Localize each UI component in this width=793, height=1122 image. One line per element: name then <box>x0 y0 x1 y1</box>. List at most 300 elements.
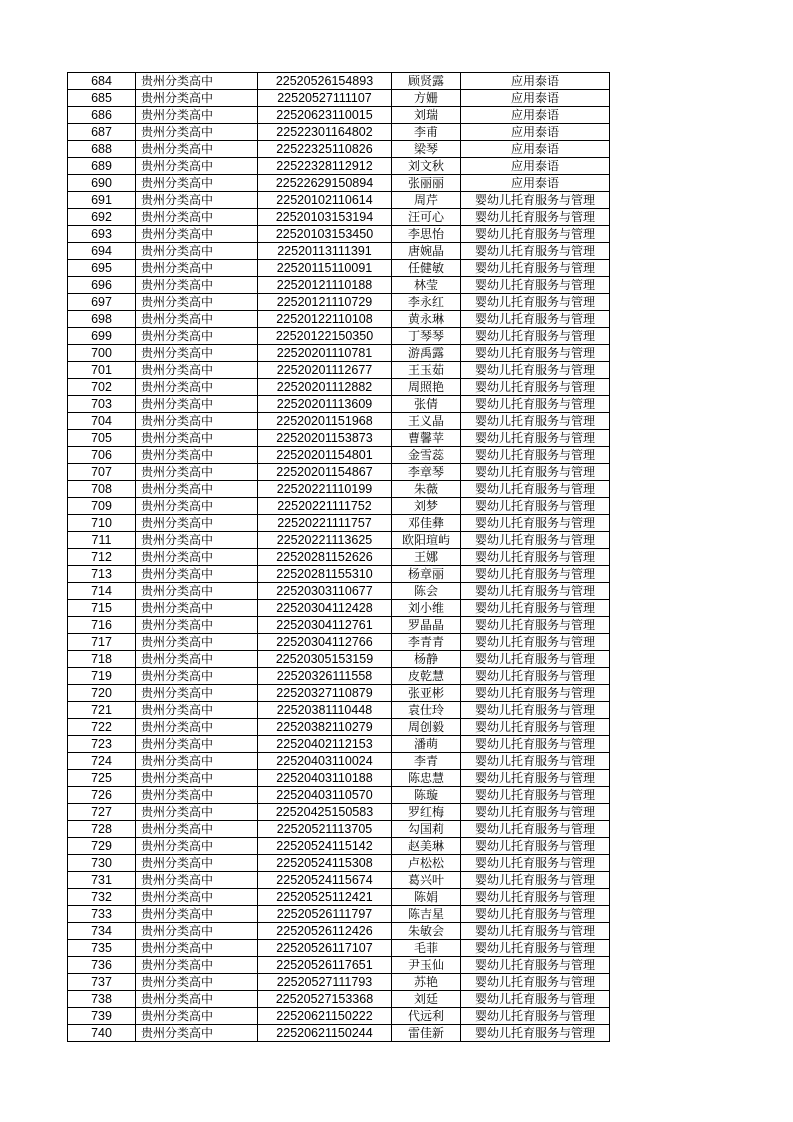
student-name-cell: 刘小维 <box>392 600 461 617</box>
table-row <box>68 73 610 90</box>
candidate-id-cell: 22520526111797 <box>258 906 392 923</box>
row-number-cell: 737 <box>68 974 136 991</box>
candidate-id-cell: 22520121110729 <box>258 294 392 311</box>
major-name-cell: 婴幼儿托育服务与管理 <box>461 668 610 685</box>
major-name-cell: 婴幼儿托育服务与管理 <box>461 277 610 294</box>
candidate-id-cell: 22520526117107 <box>258 940 392 957</box>
exam-category-cell: 贵州分类高中 <box>136 226 258 243</box>
row-number-cell: 735 <box>68 940 136 957</box>
table-row <box>68 1025 610 1042</box>
candidate-id-cell: 22520201112677 <box>258 362 392 379</box>
student-name-cell: 陈会 <box>392 583 461 600</box>
row-number-cell: 686 <box>68 107 136 124</box>
candidate-id-cell: 22520221113625 <box>258 532 392 549</box>
major-name-cell: 应用泰语 <box>461 141 610 158</box>
candidate-id-cell: 22520524115142 <box>258 838 392 855</box>
table-row <box>68 124 610 141</box>
table-row <box>68 957 610 974</box>
candidate-id-cell: 22520115110091 <box>258 260 392 277</box>
student-name-cell: 刘廷 <box>392 991 461 1008</box>
student-name-cell: 卢松松 <box>392 855 461 872</box>
table-row <box>68 872 610 889</box>
row-number-cell: 702 <box>68 379 136 396</box>
exam-category-cell: 贵州分类高中 <box>136 991 258 1008</box>
student-name-cell: 任健敏 <box>392 260 461 277</box>
table-row <box>68 685 610 702</box>
student-name-cell: 李永红 <box>392 294 461 311</box>
candidate-id-cell: 22520524115674 <box>258 872 392 889</box>
student-name-cell: 张亚彬 <box>392 685 461 702</box>
table-row <box>68 311 610 328</box>
major-name-cell: 婴幼儿托育服务与管理 <box>461 209 610 226</box>
candidate-id-cell: 22520201110781 <box>258 345 392 362</box>
table-row <box>68 498 610 515</box>
student-name-cell: 刘文秋 <box>392 158 461 175</box>
exam-category-cell: 贵州分类高中 <box>136 634 258 651</box>
exam-category-cell: 贵州分类高中 <box>136 923 258 940</box>
student-name-cell: 顾贤露 <box>392 73 461 90</box>
major-name-cell: 婴幼儿托育服务与管理 <box>461 821 610 838</box>
row-number-cell: 731 <box>68 872 136 889</box>
candidate-id-cell: 22520621150244 <box>258 1025 392 1042</box>
row-number-cell: 707 <box>68 464 136 481</box>
candidate-id-cell: 22520382110279 <box>258 719 392 736</box>
row-number-cell: 695 <box>68 260 136 277</box>
student-name-cell: 李章琴 <box>392 464 461 481</box>
exam-category-cell: 贵州分类高中 <box>136 481 258 498</box>
student-name-cell: 尹玉仙 <box>392 957 461 974</box>
candidate-id-cell: 22522328112912 <box>258 158 392 175</box>
exam-category-cell: 贵州分类高中 <box>136 736 258 753</box>
table-row <box>68 668 610 685</box>
major-name-cell: 婴幼儿托育服务与管理 <box>461 753 610 770</box>
candidate-id-cell: 22520327110879 <box>258 685 392 702</box>
candidate-id-cell: 22520201112882 <box>258 379 392 396</box>
row-number-cell: 684 <box>68 73 136 90</box>
row-number-cell: 688 <box>68 141 136 158</box>
exam-category-cell: 贵州分类高中 <box>136 328 258 345</box>
candidate-id-cell: 22520201151968 <box>258 413 392 430</box>
candidate-id-cell: 22520122150350 <box>258 328 392 345</box>
row-number-cell: 727 <box>68 804 136 821</box>
major-name-cell: 婴幼儿托育服务与管理 <box>461 719 610 736</box>
student-name-cell: 曹馨苹 <box>392 430 461 447</box>
student-name-cell: 金雪蕊 <box>392 447 461 464</box>
row-number-cell: 719 <box>68 668 136 685</box>
student-name-cell: 张丽丽 <box>392 175 461 192</box>
row-number-cell: 728 <box>68 821 136 838</box>
row-number-cell: 708 <box>68 481 136 498</box>
candidate-id-cell: 22520221110199 <box>258 481 392 498</box>
major-name-cell: 婴幼儿托育服务与管理 <box>461 940 610 957</box>
table-row <box>68 651 610 668</box>
table-row <box>68 379 610 396</box>
exam-category-cell: 贵州分类高中 <box>136 702 258 719</box>
student-name-cell: 刘梦 <box>392 498 461 515</box>
table-row <box>68 447 610 464</box>
exam-category-cell: 贵州分类高中 <box>136 549 258 566</box>
student-name-cell: 李思怡 <box>392 226 461 243</box>
table-row <box>68 702 610 719</box>
candidate-id-cell: 22520122110108 <box>258 311 392 328</box>
major-name-cell: 婴幼儿托育服务与管理 <box>461 396 610 413</box>
row-number-cell: 700 <box>68 345 136 362</box>
student-name-cell: 袁仕玲 <box>392 702 461 719</box>
student-name-cell: 王玉茹 <box>392 362 461 379</box>
candidate-id-cell: 22520304112766 <box>258 634 392 651</box>
candidate-id-cell: 22520113111391 <box>258 243 392 260</box>
row-number-cell: 689 <box>68 158 136 175</box>
exam-category-cell: 贵州分类高中 <box>136 872 258 889</box>
table-row <box>68 804 610 821</box>
student-name-cell: 游禹露 <box>392 345 461 362</box>
candidate-id-cell: 22520121110188 <box>258 277 392 294</box>
student-name-cell: 王义晶 <box>392 413 461 430</box>
table-row <box>68 974 610 991</box>
exam-category-cell: 贵州分类高中 <box>136 1025 258 1042</box>
major-name-cell: 婴幼儿托育服务与管理 <box>461 974 610 991</box>
row-number-cell: 703 <box>68 396 136 413</box>
exam-category-cell: 贵州分类高中 <box>136 957 258 974</box>
major-name-cell: 婴幼儿托育服务与管理 <box>461 413 610 430</box>
major-name-cell: 婴幼儿托育服务与管理 <box>461 311 610 328</box>
exam-category-cell: 贵州分类高中 <box>136 600 258 617</box>
table-row <box>68 209 610 226</box>
table-row <box>68 634 610 651</box>
major-name-cell: 婴幼儿托育服务与管理 <box>461 243 610 260</box>
candidate-id-cell: 22520305153159 <box>258 651 392 668</box>
table-row <box>68 923 610 940</box>
candidate-id-cell: 22520201153873 <box>258 430 392 447</box>
student-name-cell: 陈璇 <box>392 787 461 804</box>
exam-category-cell: 贵州分类高中 <box>136 124 258 141</box>
student-name-cell: 方姗 <box>392 90 461 107</box>
student-name-cell: 杨静 <box>392 651 461 668</box>
student-name-cell: 李青 <box>392 753 461 770</box>
table-row <box>68 821 610 838</box>
major-name-cell: 婴幼儿托育服务与管理 <box>461 566 610 583</box>
major-name-cell: 婴幼儿托育服务与管理 <box>461 906 610 923</box>
table-row <box>68 90 610 107</box>
candidate-id-cell: 22520281152626 <box>258 549 392 566</box>
row-number-cell: 694 <box>68 243 136 260</box>
student-name-cell: 勾国莉 <box>392 821 461 838</box>
row-number-cell: 739 <box>68 1008 136 1025</box>
major-name-cell: 婴幼儿托育服务与管理 <box>461 532 610 549</box>
row-number-cell: 710 <box>68 515 136 532</box>
exam-category-cell: 贵州分类高中 <box>136 974 258 991</box>
exam-category-cell: 贵州分类高中 <box>136 158 258 175</box>
row-number-cell: 720 <box>68 685 136 702</box>
row-number-cell: 729 <box>68 838 136 855</box>
candidate-id-cell: 22520221111757 <box>258 515 392 532</box>
exam-category-cell: 贵州分类高中 <box>136 753 258 770</box>
row-number-cell: 724 <box>68 753 136 770</box>
candidate-id-cell: 22520304112761 <box>258 617 392 634</box>
row-number-cell: 693 <box>68 226 136 243</box>
exam-category-cell: 贵州分类高中 <box>136 566 258 583</box>
student-name-cell: 汪可心 <box>392 209 461 226</box>
candidate-id-cell: 22520221111752 <box>258 498 392 515</box>
student-name-cell: 刘瑞 <box>392 107 461 124</box>
exam-category-cell: 贵州分类高中 <box>136 617 258 634</box>
table-row <box>68 719 610 736</box>
major-name-cell: 婴幼儿托育服务与管理 <box>461 379 610 396</box>
exam-category-cell: 贵州分类高中 <box>136 838 258 855</box>
exam-category-cell: 贵州分类高中 <box>136 260 258 277</box>
candidate-id-cell: 22520381110448 <box>258 702 392 719</box>
table-row <box>68 787 610 804</box>
exam-category-cell: 贵州分类高中 <box>136 1008 258 1025</box>
candidate-id-cell: 22520527153368 <box>258 991 392 1008</box>
candidate-id-cell: 22520621150222 <box>258 1008 392 1025</box>
row-number-cell: 722 <box>68 719 136 736</box>
candidate-id-cell: 22520403110024 <box>258 753 392 770</box>
row-number-cell: 701 <box>68 362 136 379</box>
table-row <box>68 889 610 906</box>
major-name-cell: 婴幼儿托育服务与管理 <box>461 328 610 345</box>
major-name-cell: 婴幼儿托育服务与管理 <box>461 464 610 481</box>
student-name-cell: 周芹 <box>392 192 461 209</box>
candidate-id-cell: 22520526117651 <box>258 957 392 974</box>
row-number-cell: 734 <box>68 923 136 940</box>
exam-category-cell: 贵州分类高中 <box>136 583 258 600</box>
major-name-cell: 应用泰语 <box>461 124 610 141</box>
major-name-cell: 婴幼儿托育服务与管理 <box>461 447 610 464</box>
exam-category-cell: 贵州分类高中 <box>136 787 258 804</box>
row-number-cell: 725 <box>68 770 136 787</box>
candidate-id-cell: 22520281155310 <box>258 566 392 583</box>
row-number-cell: 709 <box>68 498 136 515</box>
candidate-id-cell: 22522301164802 <box>258 124 392 141</box>
table-row <box>68 192 610 209</box>
student-name-cell: 葛兴叶 <box>392 872 461 889</box>
table-row <box>68 991 610 1008</box>
exam-category-cell: 贵州分类高中 <box>136 90 258 107</box>
exam-category-cell: 贵州分类高中 <box>136 107 258 124</box>
major-name-cell: 婴幼儿托育服务与管理 <box>461 481 610 498</box>
candidate-id-cell: 22520526112426 <box>258 923 392 940</box>
student-name-cell: 唐婉晶 <box>392 243 461 260</box>
student-name-cell: 丁琴琴 <box>392 328 461 345</box>
major-name-cell: 婴幼儿托育服务与管理 <box>461 1008 610 1025</box>
exam-category-cell: 贵州分类高中 <box>136 685 258 702</box>
table-row <box>68 549 610 566</box>
table-row <box>68 515 610 532</box>
exam-category-cell: 贵州分类高中 <box>136 532 258 549</box>
exam-category-cell: 贵州分类高中 <box>136 243 258 260</box>
row-number-cell: 712 <box>68 549 136 566</box>
student-name-cell: 梁琴 <box>392 141 461 158</box>
row-number-cell: 718 <box>68 651 136 668</box>
student-name-cell: 王娜 <box>392 549 461 566</box>
exam-category-cell: 贵州分类高中 <box>136 311 258 328</box>
exam-category-cell: 贵州分类高中 <box>136 651 258 668</box>
exam-category-cell: 贵州分类高中 <box>136 515 258 532</box>
student-name-cell: 潘萌 <box>392 736 461 753</box>
major-name-cell: 婴幼儿托育服务与管理 <box>461 583 610 600</box>
major-name-cell: 婴幼儿托育服务与管理 <box>461 515 610 532</box>
table-row <box>68 413 610 430</box>
row-number-cell: 738 <box>68 991 136 1008</box>
candidate-id-cell: 22520103153194 <box>258 209 392 226</box>
student-name-cell: 赵美琳 <box>392 838 461 855</box>
major-name-cell: 婴幼儿托育服务与管理 <box>461 294 610 311</box>
row-number-cell: 713 <box>68 566 136 583</box>
row-number-cell: 697 <box>68 294 136 311</box>
major-name-cell: 婴幼儿托育服务与管理 <box>461 685 610 702</box>
row-number-cell: 690 <box>68 175 136 192</box>
exam-category-cell: 贵州分类高中 <box>136 821 258 838</box>
major-name-cell: 应用泰语 <box>461 175 610 192</box>
student-name-cell: 陈娟 <box>392 889 461 906</box>
table-row <box>68 226 610 243</box>
row-number-cell: 705 <box>68 430 136 447</box>
exam-category-cell: 贵州分类高中 <box>136 175 258 192</box>
exam-category-cell: 贵州分类高中 <box>136 889 258 906</box>
major-name-cell: 婴幼儿托育服务与管理 <box>461 804 610 821</box>
major-name-cell: 婴幼儿托育服务与管理 <box>461 770 610 787</box>
candidate-id-cell: 22522629150894 <box>258 175 392 192</box>
candidate-id-cell: 22520102110614 <box>258 192 392 209</box>
exam-category-cell: 贵州分类高中 <box>136 719 258 736</box>
major-name-cell: 婴幼儿托育服务与管理 <box>461 991 610 1008</box>
student-name-cell: 代远利 <box>392 1008 461 1025</box>
table-row <box>68 532 610 549</box>
table-row <box>68 175 610 192</box>
table-row <box>68 345 610 362</box>
student-name-cell: 苏艳 <box>392 974 461 991</box>
candidate-id-cell: 22520521113705 <box>258 821 392 838</box>
candidate-id-cell: 22520326111558 <box>258 668 392 685</box>
table-row <box>68 617 610 634</box>
exam-category-cell: 贵州分类高中 <box>136 855 258 872</box>
student-name-cell: 皮乾慧 <box>392 668 461 685</box>
row-number-cell: 704 <box>68 413 136 430</box>
student-name-cell: 李青青 <box>392 634 461 651</box>
student-name-cell: 雷佳新 <box>392 1025 461 1042</box>
admission-list-table <box>67 72 610 1042</box>
exam-category-cell: 贵州分类高中 <box>136 192 258 209</box>
exam-category-cell: 贵州分类高中 <box>136 277 258 294</box>
table-row <box>68 600 610 617</box>
student-name-cell: 陈吉星 <box>392 906 461 923</box>
candidate-id-cell: 22520526154893 <box>258 73 392 90</box>
student-name-cell: 罗红梅 <box>392 804 461 821</box>
major-name-cell: 婴幼儿托育服务与管理 <box>461 498 610 515</box>
row-number-cell: 726 <box>68 787 136 804</box>
row-number-cell: 711 <box>68 532 136 549</box>
table-row <box>68 277 610 294</box>
major-name-cell: 婴幼儿托育服务与管理 <box>461 651 610 668</box>
table-row <box>68 362 610 379</box>
exam-category-cell: 贵州分类高中 <box>136 379 258 396</box>
major-name-cell: 婴幼儿托育服务与管理 <box>461 838 610 855</box>
table-row <box>68 838 610 855</box>
candidate-id-cell: 22520201154867 <box>258 464 392 481</box>
candidate-id-cell: 22520201113609 <box>258 396 392 413</box>
major-name-cell: 婴幼儿托育服务与管理 <box>461 872 610 889</box>
candidate-id-cell: 22520201154801 <box>258 447 392 464</box>
table-row <box>68 107 610 124</box>
major-name-cell: 应用泰语 <box>461 90 610 107</box>
table-body <box>68 73 610 1042</box>
exam-category-cell: 贵州分类高中 <box>136 345 258 362</box>
student-name-cell: 周创毅 <box>392 719 461 736</box>
major-name-cell: 婴幼儿托育服务与管理 <box>461 345 610 362</box>
student-name-cell: 黄永琳 <box>392 311 461 328</box>
major-name-cell: 婴幼儿托育服务与管理 <box>461 226 610 243</box>
table-row <box>68 141 610 158</box>
candidate-id-cell: 22520425150583 <box>258 804 392 821</box>
exam-category-cell: 贵州分类高中 <box>136 73 258 90</box>
row-number-cell: 687 <box>68 124 136 141</box>
row-number-cell: 716 <box>68 617 136 634</box>
student-name-cell: 罗晶晶 <box>392 617 461 634</box>
exam-category-cell: 贵州分类高中 <box>136 498 258 515</box>
major-name-cell: 婴幼儿托育服务与管理 <box>461 1025 610 1042</box>
row-number-cell: 714 <box>68 583 136 600</box>
row-number-cell: 732 <box>68 889 136 906</box>
row-number-cell: 685 <box>68 90 136 107</box>
student-name-cell: 周照艳 <box>392 379 461 396</box>
candidate-id-cell: 22520524115308 <box>258 855 392 872</box>
table-row <box>68 243 610 260</box>
candidate-id-cell: 22520403110188 <box>258 770 392 787</box>
major-name-cell: 婴幼儿托育服务与管理 <box>461 736 610 753</box>
major-name-cell: 婴幼儿托育服务与管理 <box>461 260 610 277</box>
major-name-cell: 婴幼儿托育服务与管理 <box>461 957 610 974</box>
exam-category-cell: 贵州分类高中 <box>136 141 258 158</box>
row-number-cell: 691 <box>68 192 136 209</box>
student-name-cell: 林莹 <box>392 277 461 294</box>
exam-category-cell: 贵州分类高中 <box>136 906 258 923</box>
table-row <box>68 940 610 957</box>
table-row <box>68 1008 610 1025</box>
student-name-cell: 朱敏会 <box>392 923 461 940</box>
row-number-cell: 696 <box>68 277 136 294</box>
row-number-cell: 740 <box>68 1025 136 1042</box>
exam-category-cell: 贵州分类高中 <box>136 940 258 957</box>
row-number-cell: 692 <box>68 209 136 226</box>
table-row <box>68 158 610 175</box>
candidate-id-cell: 22520403110570 <box>258 787 392 804</box>
row-number-cell: 706 <box>68 447 136 464</box>
exam-category-cell: 贵州分类高中 <box>136 294 258 311</box>
exam-category-cell: 贵州分类高中 <box>136 430 258 447</box>
row-number-cell: 736 <box>68 957 136 974</box>
major-name-cell: 婴幼儿托育服务与管理 <box>461 362 610 379</box>
row-number-cell: 699 <box>68 328 136 345</box>
candidate-id-cell: 22520623110015 <box>258 107 392 124</box>
major-name-cell: 婴幼儿托育服务与管理 <box>461 430 610 447</box>
row-number-cell: 730 <box>68 855 136 872</box>
major-name-cell: 婴幼儿托育服务与管理 <box>461 192 610 209</box>
major-name-cell: 婴幼儿托育服务与管理 <box>461 923 610 940</box>
candidate-id-cell: 22520525112421 <box>258 889 392 906</box>
major-name-cell: 婴幼儿托育服务与管理 <box>461 549 610 566</box>
candidate-id-cell: 22520527111793 <box>258 974 392 991</box>
table-row <box>68 583 610 600</box>
table-row <box>68 566 610 583</box>
candidate-id-cell: 22520103153450 <box>258 226 392 243</box>
major-name-cell: 婴幼儿托育服务与管理 <box>461 600 610 617</box>
student-name-cell: 李甫 <box>392 124 461 141</box>
row-number-cell: 723 <box>68 736 136 753</box>
row-number-cell: 721 <box>68 702 136 719</box>
candidate-id-cell: 22520304112428 <box>258 600 392 617</box>
table-row <box>68 294 610 311</box>
